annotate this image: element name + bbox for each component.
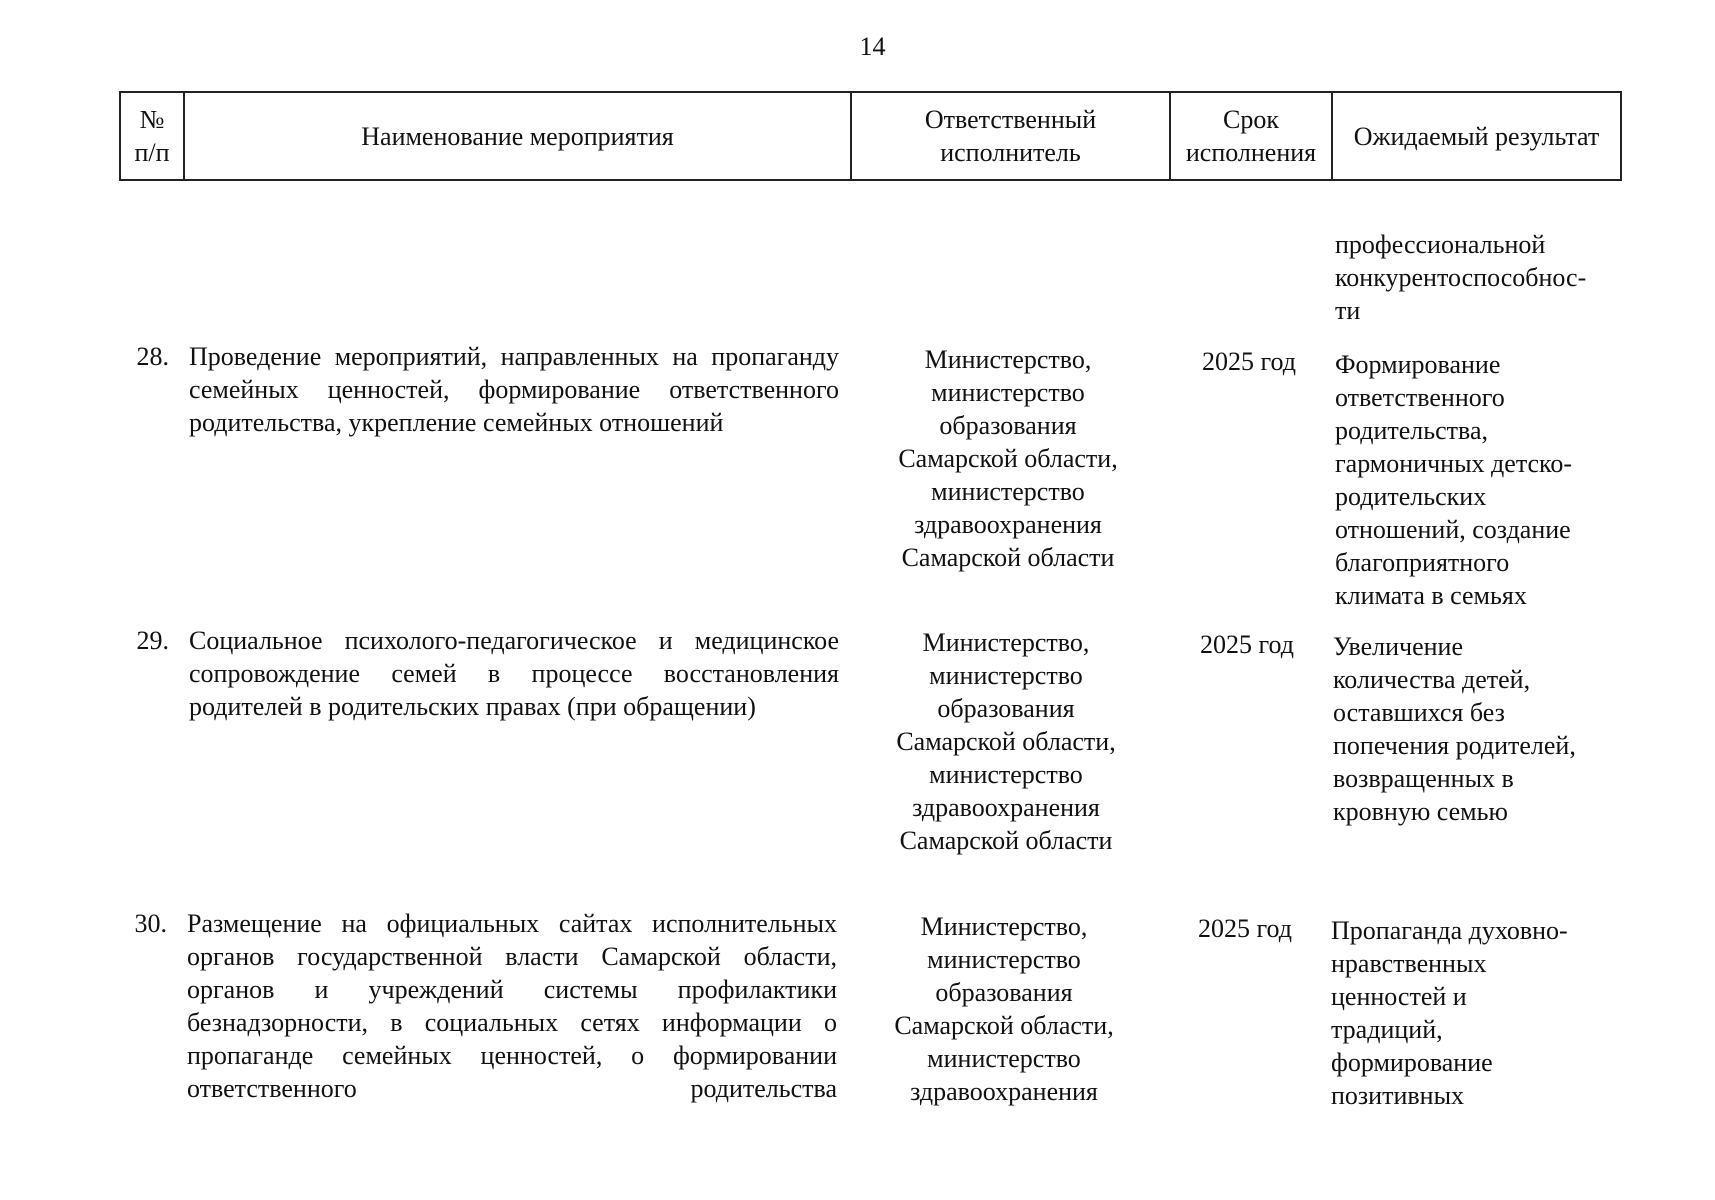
- page-number: 14: [859, 32, 886, 61]
- row-name: Размещение на официальных сайтах исполнительных органов государственной власти Самарской области, органов и учреждений системы профилактики безнадзорности, в социальных сетях информации о пропаганде семейных ценностей, о формировании ответственного родительства: [187, 909, 837, 1103]
- row-result: Формирование ответственного родительства, гармоничных детско- родительских отношений, создание благоприятного климата в семьях: [1335, 350, 1573, 610]
- header-name: Наименование мероприятия: [361, 121, 674, 151]
- row-term: 2025 год: [1202, 347, 1296, 376]
- row-executor: Министерство, министерство образования Самарской области, министерство здравоохранения Самарской области: [898, 345, 1118, 572]
- row-name: Социальное психолого-педагогическое и медицинское сопровождение семей в процессе восстановления родителей в родительских правах (при обращении): [189, 626, 839, 721]
- row-number: 29.: [136, 626, 169, 655]
- row-number: 30.: [134, 909, 167, 938]
- header-result: Ожидаемый результат: [1353, 121, 1600, 151]
- row-result: Увеличение количества детей, оставшихся без попечения родителей, возвращенных в кровную семью: [1333, 632, 1576, 826]
- header-num: № п/п: [134, 105, 170, 167]
- row-executor: Министерство, министерство образования Самарской области, министерство здравоохранения: [894, 912, 1114, 1106]
- row-executor: Министерство, министерство образования Самарской области, министерство здравоохранения Самарской области: [896, 628, 1116, 855]
- row-result: Пропаганда духовно- нравственных ценностей и традиций, формирование позитивных: [1331, 916, 1568, 1110]
- row-number: 28.: [136, 342, 169, 371]
- row-term: 2025 год: [1198, 914, 1292, 943]
- header-term: Срок исполнения: [1185, 105, 1317, 167]
- header-executor: Ответственный исполнитель: [924, 105, 1097, 167]
- row-name: Проведение мероприятий, направленных на пропаганду семейных ценностей, формирование ответственного родительства, укрепление семейных отношений: [189, 342, 839, 437]
- row-term: 2025 год: [1200, 630, 1294, 659]
- continued-result: профессиональной конкурентоспособнос- ти: [1335, 230, 1587, 325]
